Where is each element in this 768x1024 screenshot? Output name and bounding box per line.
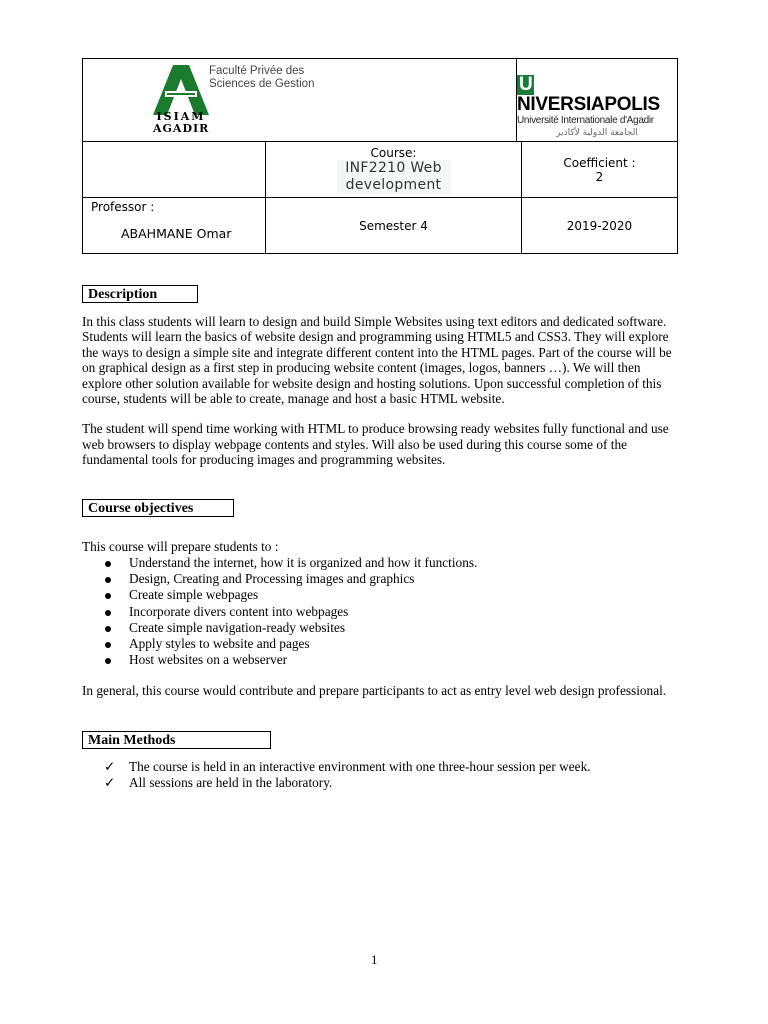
isiam-brand: ISIAM (156, 110, 206, 123)
description-heading: Description (82, 285, 198, 303)
univ-arabic: الجامعة الدولية لأكادير (556, 128, 638, 138)
univ-subtitle: Université Internationale d'Agadir (517, 115, 654, 126)
objectives-intro: This course will prepare students to : (82, 539, 279, 554)
description-paragraph-1: In this class students will learn to design and build Simple Websites using text editors and dedicated software. Students will learn the basics of website design and programming using HTML5 and CSS3. They will explore the ways to design a simple site and integrate different content into the HTML pages. Part of the course will be on graphical design as a first step in producing website content (images, logos, banners …). We will then explore other solution available for website design and hosting solutions. Upon successful completion of this course, students will be able to create, manage and host a basic HTML website. (82, 314, 672, 407)
professor-label: Professor : (91, 200, 155, 214)
list-item: Understand the internet, how it is organized and how it functions. (104, 555, 477, 571)
bullet-icon (105, 658, 111, 664)
bullet-icon (105, 593, 111, 599)
coefficient-label: Coefficient : (563, 155, 636, 170)
univ-u-letter: U (519, 74, 533, 95)
list-item: ✓ All sessions are held in the laboratory. (104, 775, 333, 791)
course-label: Course: (370, 145, 417, 160)
isiam-logo-cell (83, 59, 517, 142)
description-paragraph-2: The student will spend time working with HTML to produce browsing ready websites fully functional and use web browsers to display webpage contents and styles. Will also be used during this course some of the fundamental tools for producing images and programming websites. (82, 421, 669, 468)
academic-year: 2019-2020 (566, 218, 633, 233)
coefficient-cell (522, 142, 678, 198)
course-header-table (82, 58, 678, 254)
univ-name: NIVERSIAPOLIS (517, 94, 660, 115)
objectives-heading: Course objectives (82, 499, 234, 517)
bullet-icon (105, 642, 111, 648)
checkmark-icon: ✓ (104, 759, 116, 774)
list-item: Create simple webpages (104, 587, 477, 603)
bullet-icon (105, 561, 111, 567)
list-item: Host websites on a webserver (104, 652, 477, 668)
methods-list (104, 759, 591, 791)
year-cell (522, 198, 678, 254)
isiam-logo (151, 61, 321, 139)
list-item: Create simple navigation-ready websites (104, 620, 477, 636)
page-number: 1 (371, 952, 378, 967)
objectives-list (104, 555, 477, 668)
semester: Semester 4 (359, 218, 428, 233)
checkmark-icon: ✓ (104, 775, 116, 791)
coefficient-value: 2 (595, 169, 604, 184)
professor-cell (83, 198, 266, 254)
course-cell (266, 142, 522, 198)
semester-cell (266, 198, 522, 254)
list-item: Apply styles to website and pages (104, 636, 477, 652)
bullet-icon (105, 610, 111, 616)
empty-cell (83, 142, 266, 198)
list-item: Design, Creating and Processing images and graphics (104, 571, 477, 587)
list-item: ✓ The course is held in an interactive environment with one three-hour session per week. (104, 759, 591, 774)
universiapolis-logo (517, 74, 677, 138)
description-text (82, 314, 672, 468)
isiam-city: AGADIR (153, 122, 210, 135)
isiam-line2: Sciences de Gestion (209, 78, 315, 90)
universiapolis-logo-cell (517, 59, 678, 142)
list-item: Incorporate divers content into webpages (104, 604, 477, 620)
objectives-conclusion: In general, this course would contribute and prepare participants to act as entry level web design professional. (82, 683, 667, 698)
bullet-icon (105, 626, 111, 632)
isiam-line1: Faculté Privée des (209, 65, 305, 77)
methods-heading: Main Methods (82, 731, 271, 749)
course-name: INF2210 Web development (337, 160, 451, 194)
bullet-icon (105, 577, 111, 583)
professor-name: ABAHMANE Omar (121, 226, 232, 241)
